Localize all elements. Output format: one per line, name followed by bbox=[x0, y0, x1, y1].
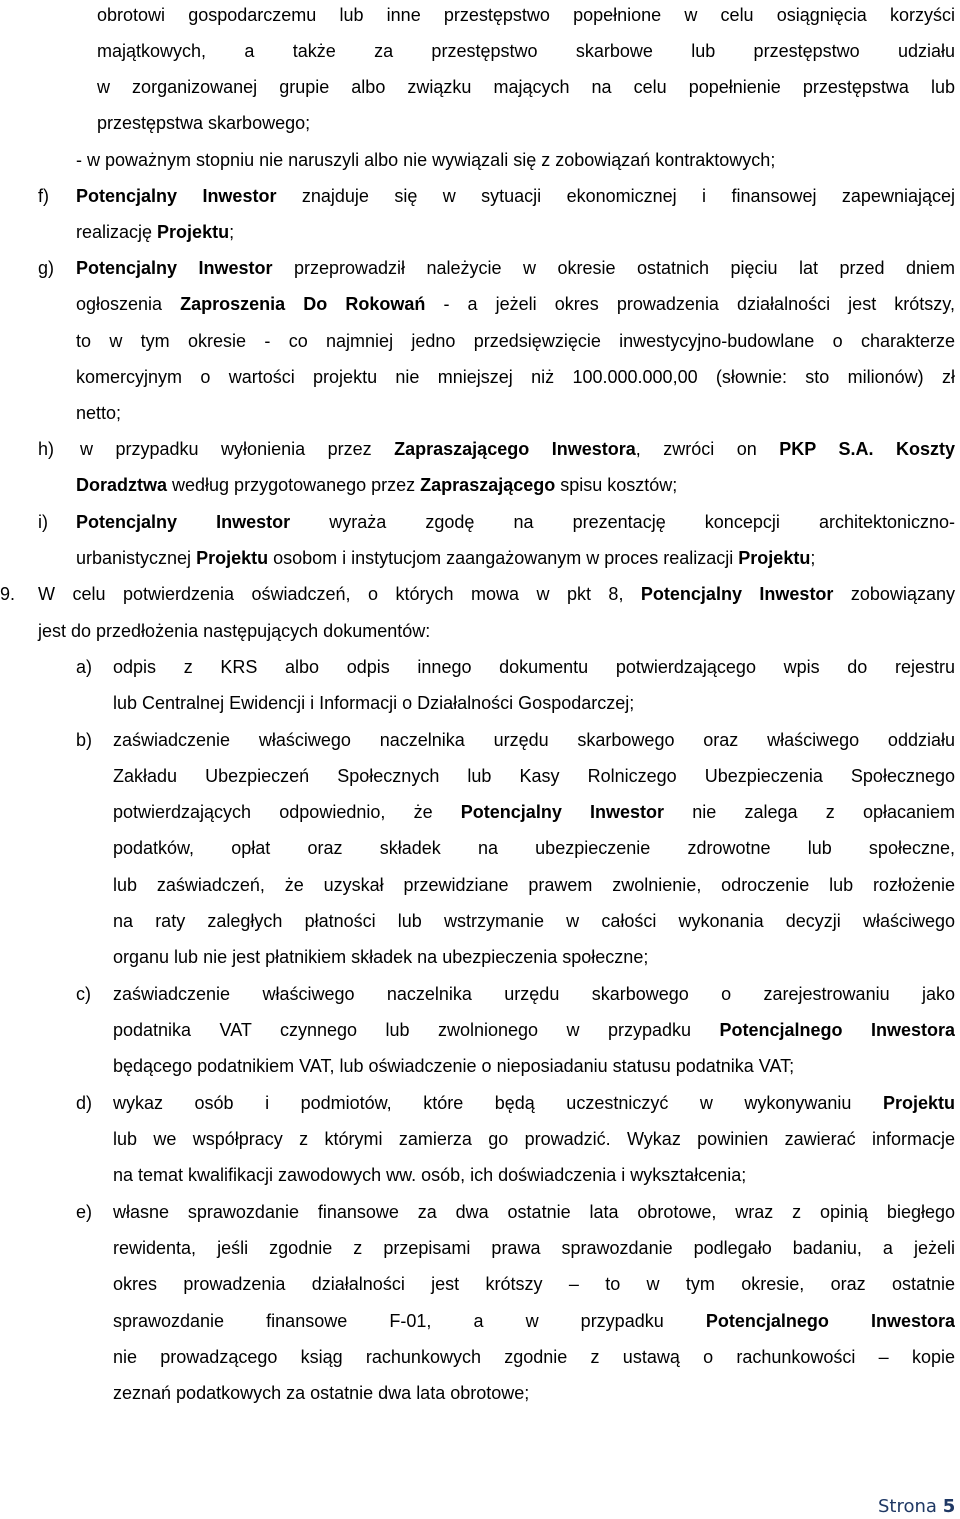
text-line: zaświadczenie właściwego naczelnika urzędu skarbowego oraz właściwego oddziału bbox=[113, 730, 955, 750]
text-span: ; bbox=[810, 548, 816, 568]
bold-term: Potencjalny Inwestor bbox=[76, 186, 277, 206]
bold-term: Potencjalny Inwestor bbox=[460, 802, 665, 822]
text-span: W celu potwierdzenia oświadczeń, o których mowa w pkt 8, bbox=[38, 584, 641, 604]
text-line: jest do przedłożenia następujących dokumentów: bbox=[38, 621, 431, 641]
bold-term: Zapraszającego Inwestora bbox=[394, 439, 636, 459]
text-line: będącego podatnikiem VAT, lub oświadczenie o nieposiadaniu statusu podatnika VAT; bbox=[113, 1056, 795, 1076]
bold-term: Potencjalnego Inwestora bbox=[719, 1020, 955, 1040]
text-line: majątkowych, a także za przestępstwo skarbowe lub przestępstwo udziału bbox=[97, 41, 955, 61]
item-label-c: c) bbox=[76, 984, 91, 1004]
text-line: rewidenta, jeśli zgodnie z przepisami prawa sprawozdanie podlegało badaniu, a jeżeli bbox=[113, 1238, 955, 1258]
text-line: na raty zaległych płatności lub wstrzymanie w całości wykonania decyzji właściwego bbox=[113, 911, 955, 931]
item-label-f: f) bbox=[38, 186, 49, 206]
text-line bbox=[38, 583, 955, 605]
text-span: , zwróci on bbox=[635, 439, 780, 459]
text-line: lub Centralnej Ewidencji i Informacji o Działalności Gospodarczej; bbox=[113, 693, 635, 713]
text-line bbox=[113, 801, 955, 823]
text-span: wykaz osób i podmiotów, które będą uczestniczyć w wykonywaniu bbox=[113, 1093, 883, 1113]
text-line: organu lub nie jest płatnikiem składek na ubezpieczenia społeczne; bbox=[113, 947, 649, 967]
bold-term: Potencjalny Inwestor bbox=[640, 584, 834, 604]
text-line: - w poważnym stopniu nie naruszyli albo nie wywiązali się z zobowiązań kontraktowych; bbox=[76, 150, 776, 170]
text-line: to w tym okresie - co najmniej jedno przedsięwzięcie inwestycyjno-budowlane o charakterze bbox=[76, 331, 955, 351]
bold-term: Potencjalnego Inwestora bbox=[705, 1311, 955, 1331]
item-label-g: g) bbox=[38, 258, 55, 278]
text-line: okres prowadzenia działalności jest krótszy – to w tym okresie, oraz ostatnie bbox=[113, 1274, 955, 1294]
bold-term: Potencjalny Inwestor bbox=[76, 512, 291, 532]
page-number: 5 bbox=[942, 1496, 956, 1517]
text-line: lub we współpracy z którymi zamierza go prowadzić. Wykaz powinien zawierać informacje bbox=[113, 1129, 955, 1149]
text-line: netto; bbox=[76, 403, 122, 423]
text-line: w zorganizowanej grupie albo związku mających na celu popełnienie przestępstwa lub bbox=[97, 77, 955, 97]
item-label-i: i) bbox=[38, 512, 48, 532]
text-span: osobom i instytucjom zaangażowanym w proces realizacji bbox=[268, 548, 739, 568]
text-line bbox=[113, 1092, 955, 1114]
text-line: zeznań podatkowych za ostatnie dwa lata obrotowe; bbox=[113, 1383, 530, 1403]
text-line bbox=[113, 1310, 955, 1332]
text-span: ogłoszenia bbox=[76, 294, 181, 314]
bold-term: Projektu bbox=[738, 548, 811, 568]
text-line: obrotowi gospodarczemu lub inne przestępstwo popełnione w celu osiągnięcia korzyści bbox=[97, 5, 955, 25]
text-span: ; bbox=[229, 222, 235, 242]
text-span: potwierdzających odpowiednio, że bbox=[113, 802, 461, 822]
text-line bbox=[80, 438, 955, 460]
item-label-h: h) bbox=[38, 439, 55, 459]
text-span: urbanistycznej bbox=[76, 548, 197, 568]
text-span: w przypadku wyłonienia przez bbox=[80, 439, 395, 459]
item-label-e: e) bbox=[76, 1202, 93, 1222]
text-line: odpis z KRS albo odpis innego dokumentu potwierdzającego wpis do rejestru bbox=[113, 657, 955, 677]
text-line: lub zaświadczeń, że uzyskał przewidziane prawem zwolnienie, odroczenie lub rozłożenie bbox=[113, 875, 955, 895]
bold-term: PKP S.A. Koszty bbox=[779, 439, 955, 459]
text-span: - a jeżeli okres prowadzenia działalności jest krótszy, bbox=[425, 294, 955, 314]
bold-term: Projektu bbox=[196, 548, 269, 568]
page-footer bbox=[878, 1495, 955, 1519]
text-line: własne sprawozdanie finansowe za dwa ostatnie lata obrotowe, wraz z opinią biegłego bbox=[113, 1202, 955, 1222]
text-line bbox=[76, 293, 955, 315]
text-line bbox=[76, 511, 955, 533]
text-line: przestępstwa skarbowego; bbox=[97, 113, 311, 133]
item-label-d: d) bbox=[76, 1093, 93, 1113]
item-label-a: a) bbox=[76, 657, 93, 677]
item-label-b: b) bbox=[76, 730, 93, 750]
bold-term: Doradztwa bbox=[76, 475, 168, 495]
page-label: Strona bbox=[878, 1496, 937, 1517]
text-span: przeprowadził należycie w okresie ostatnich pięciu lat przed dniem bbox=[272, 258, 955, 278]
bold-term: Zapraszającego bbox=[420, 475, 556, 495]
text-span: nie zalega z opłacaniem bbox=[664, 802, 955, 822]
section-number-9: 9. bbox=[0, 584, 16, 604]
bold-term: Projektu bbox=[157, 222, 230, 242]
text-span: znajduje się w sytuacji ekonomicznej i finansowej zapewniającej bbox=[276, 186, 955, 206]
bold-term: Projektu bbox=[882, 1093, 955, 1113]
text-line: podatków, opłat oraz składek na ubezpieczenie zdrowotne lub społeczne, bbox=[113, 838, 955, 858]
text-line bbox=[76, 474, 677, 496]
text-line: na temat kwalifikacji zawodowych ww. osób, ich doświadczenia i wykształcenia; bbox=[113, 1165, 747, 1185]
text-span: podatnika VAT czynnego lub zwolnionego w przypadku bbox=[113, 1020, 720, 1040]
text-span: według przygotowanego przez bbox=[167, 475, 421, 495]
text-line bbox=[76, 257, 955, 279]
bold-term: Potencjalny Inwestor bbox=[76, 258, 273, 278]
text-line bbox=[76, 221, 234, 243]
text-span: sprawozdanie finansowe F-01, a w przypadku bbox=[113, 1311, 706, 1331]
text-span: spisu kosztów; bbox=[555, 475, 678, 495]
text-line bbox=[76, 547, 815, 569]
text-line bbox=[113, 1019, 955, 1041]
text-line: komercyjnym o wartości projektu nie mniejszej niż 100.000.000,00 (słownie: sto milionów) zł bbox=[76, 367, 955, 387]
text-line bbox=[76, 185, 955, 207]
text-line: zaświadczenie właściwego naczelnika urzędu skarbowego o zarejestrowaniu jako bbox=[113, 984, 955, 1004]
text-span: realizację bbox=[76, 222, 158, 242]
text-span: zobowiązany bbox=[833, 584, 955, 604]
text-span: wyraża zgodę na prezentację koncepcji architektoniczno- bbox=[290, 512, 955, 532]
text-line: nie prowadzącego ksiąg rachunkowych zgodnie z ustawą o rachunkowości – kopie bbox=[113, 1347, 955, 1367]
text-line: Zakładu Ubezpieczeń Społecznych lub Kasy Rolniczego Ubezpieczenia Społecznego bbox=[113, 766, 955, 786]
bold-term: Zaproszenia Do Rokowań bbox=[180, 294, 426, 314]
